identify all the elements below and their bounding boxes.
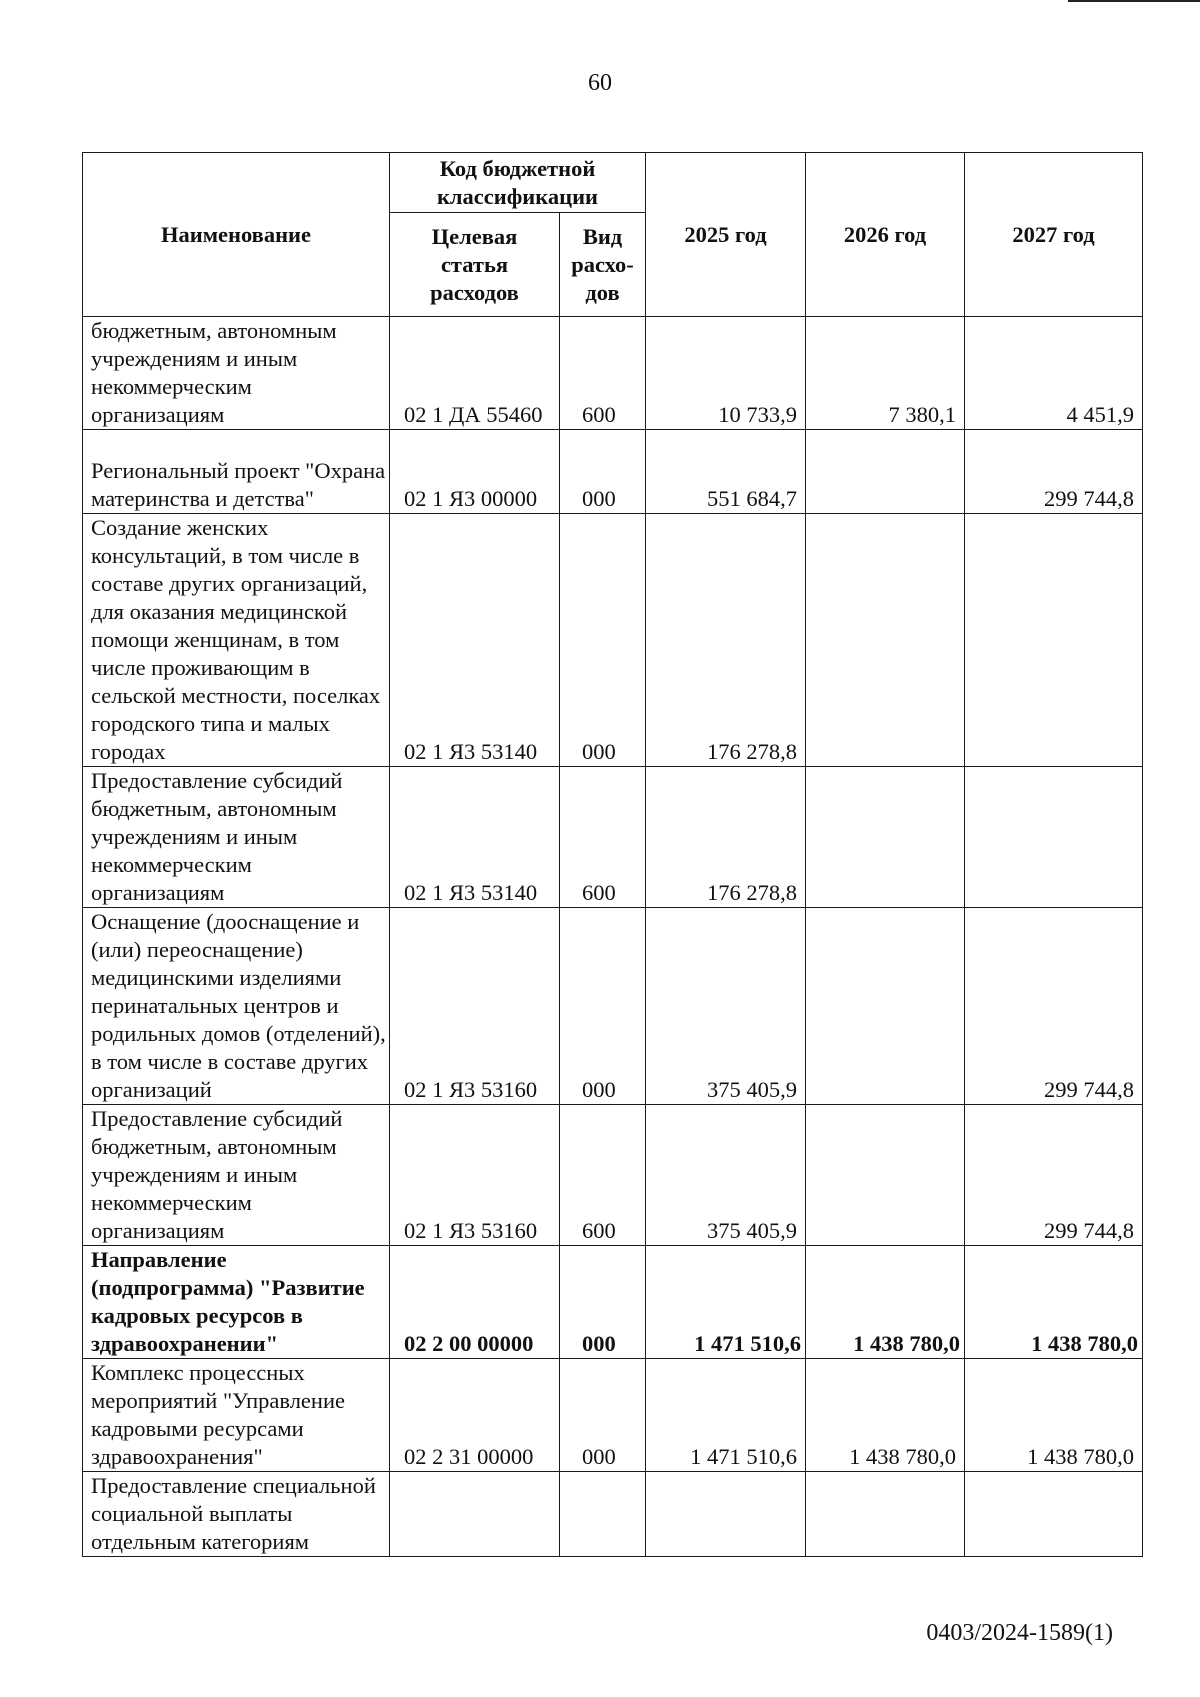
row-target-article-cell: 02 2 31 00000 (390, 1359, 560, 1472)
row-target-article-cell: 02 1 Я3 53160 (390, 908, 560, 1105)
row-name-cell: Предоставление специальной социальной выплаты отдельным категориям (83, 1472, 390, 1557)
row-target-article-cell (390, 1472, 560, 1557)
top-edge-rule (1068, 0, 1200, 2)
row-expense-kind-cell (560, 1472, 646, 1557)
table-row (83, 1472, 1143, 1557)
row-expense-kind-cell: 000 (560, 514, 646, 767)
row-value-2027-cell: 299 744,8 (965, 430, 1143, 514)
header-year-2025: 2025 год (646, 153, 806, 317)
row-value-2025-cell: 176 278,8 (646, 767, 806, 908)
row-target-article-cell: 02 2 00 00000 (390, 1246, 560, 1359)
budget-table (82, 152, 1143, 1557)
row-expense-kind-cell: 600 (560, 1105, 646, 1246)
page-number: 60 (588, 70, 612, 96)
header-year-2027: 2027 год (965, 153, 1143, 317)
row-expense-kind-cell: 600 (560, 317, 646, 430)
row-expense-kind-cell: 000 (560, 1359, 646, 1472)
row-value-2025-cell: 375 405,9 (646, 908, 806, 1105)
row-name-cell: Предоставление субсидий бюджетным, автономным учреждениям и иным некоммерческим организациям (83, 1105, 390, 1246)
row-value-2027-cell: 299 744,8 (965, 1105, 1143, 1246)
table-row (83, 430, 1143, 514)
header-target-article: Целевая статья расходов (390, 213, 560, 317)
row-value-2027-cell (965, 1472, 1143, 1557)
row-value-2026-cell (806, 767, 965, 908)
row-value-2026-cell: 1 438 780,0 (806, 1359, 965, 1472)
row-value-2027-cell: 4 451,9 (965, 317, 1143, 430)
row-value-2025-cell: 10 733,9 (646, 317, 806, 430)
row-target-article-cell: 02 1 ДА 55460 (390, 317, 560, 430)
row-name-cell: Комплекс процессных мероприятий "Управление кадровыми ресурсами здравоохранения" (83, 1359, 390, 1472)
row-value-2025-cell: 1 471 510,6 (646, 1246, 806, 1359)
row-value-2026-cell (806, 430, 965, 514)
row-expense-kind-cell: 000 (560, 908, 646, 1105)
row-name-cell: Оснащение (дооснащение и (или) переоснащение) медицинскими изделиями перинатальных центров и родильных домов (отделений), в том числе в составе других организаций (83, 908, 390, 1105)
row-expense-kind-cell: 000 (560, 1246, 646, 1359)
header-expense-kind: Вид расхо- дов (560, 213, 646, 317)
row-target-article-cell: 02 1 Я3 53140 (390, 514, 560, 767)
table-header (83, 153, 1143, 317)
row-name-cell: Создание женских консультаций, в том числе в составе других организаций, для оказания медицинской помощи женщинам, в том числе проживающим в сельской местности, поселках городского типа и малых городах (83, 514, 390, 767)
row-expense-kind-cell: 000 (560, 430, 646, 514)
table-row (83, 1359, 1143, 1472)
row-value-2025-cell: 176 278,8 (646, 514, 806, 767)
table-row (83, 1246, 1143, 1359)
row-value-2025-cell: 375 405,9 (646, 1105, 806, 1246)
table-body (83, 317, 1143, 1557)
document-registration-code: 0403/2024-1589(1) (926, 1620, 1113, 1646)
table-row (83, 514, 1143, 767)
row-value-2027-cell: 299 744,8 (965, 908, 1143, 1105)
row-value-2026-cell: 7 380,1 (806, 317, 965, 430)
row-value-2026-cell (806, 908, 965, 1105)
row-value-2027-cell: 1 438 780,0 (965, 1246, 1143, 1359)
row-value-2026-cell: 1 438 780,0 (806, 1246, 965, 1359)
row-name-cell: Направление (подпрограмма) "Развитие кадровых ресурсов в здравоохранении" (83, 1246, 390, 1359)
row-value-2027-cell (965, 514, 1143, 767)
row-value-2026-cell (806, 1105, 965, 1246)
header-year-2026: 2026 год (806, 153, 965, 317)
table-row (83, 1105, 1143, 1246)
row-value-2026-cell (806, 1472, 965, 1557)
row-value-2025-cell: 551 684,7 (646, 430, 806, 514)
table-row (83, 317, 1143, 430)
table-row (83, 767, 1143, 908)
row-target-article-cell: 02 1 Я3 53160 (390, 1105, 560, 1246)
row-value-2027-cell: 1 438 780,0 (965, 1359, 1143, 1472)
row-target-article-cell: 02 1 Я3 53140 (390, 767, 560, 908)
row-name-cell: Предоставление субсидий бюджетным, автономным учреждениям и иным некоммерческим организациям (83, 767, 390, 908)
table-row (83, 908, 1143, 1105)
row-expense-kind-cell: 600 (560, 767, 646, 908)
row-value-2027-cell (965, 767, 1143, 908)
row-name-cell: бюджетным, автономным учреждениям и иным некоммерческим организациям (83, 317, 390, 430)
header-name: Наименование (83, 153, 390, 317)
row-value-2025-cell: 1 471 510,6 (646, 1359, 806, 1472)
row-value-2025-cell (646, 1472, 806, 1557)
row-value-2026-cell (806, 514, 965, 767)
header-budget-code: Код бюджетной классификации (390, 153, 646, 213)
row-target-article-cell: 02 1 Я3 00000 (390, 430, 560, 514)
row-name-cell: Региональный проект "Охрана материнства и детства" (83, 430, 390, 514)
